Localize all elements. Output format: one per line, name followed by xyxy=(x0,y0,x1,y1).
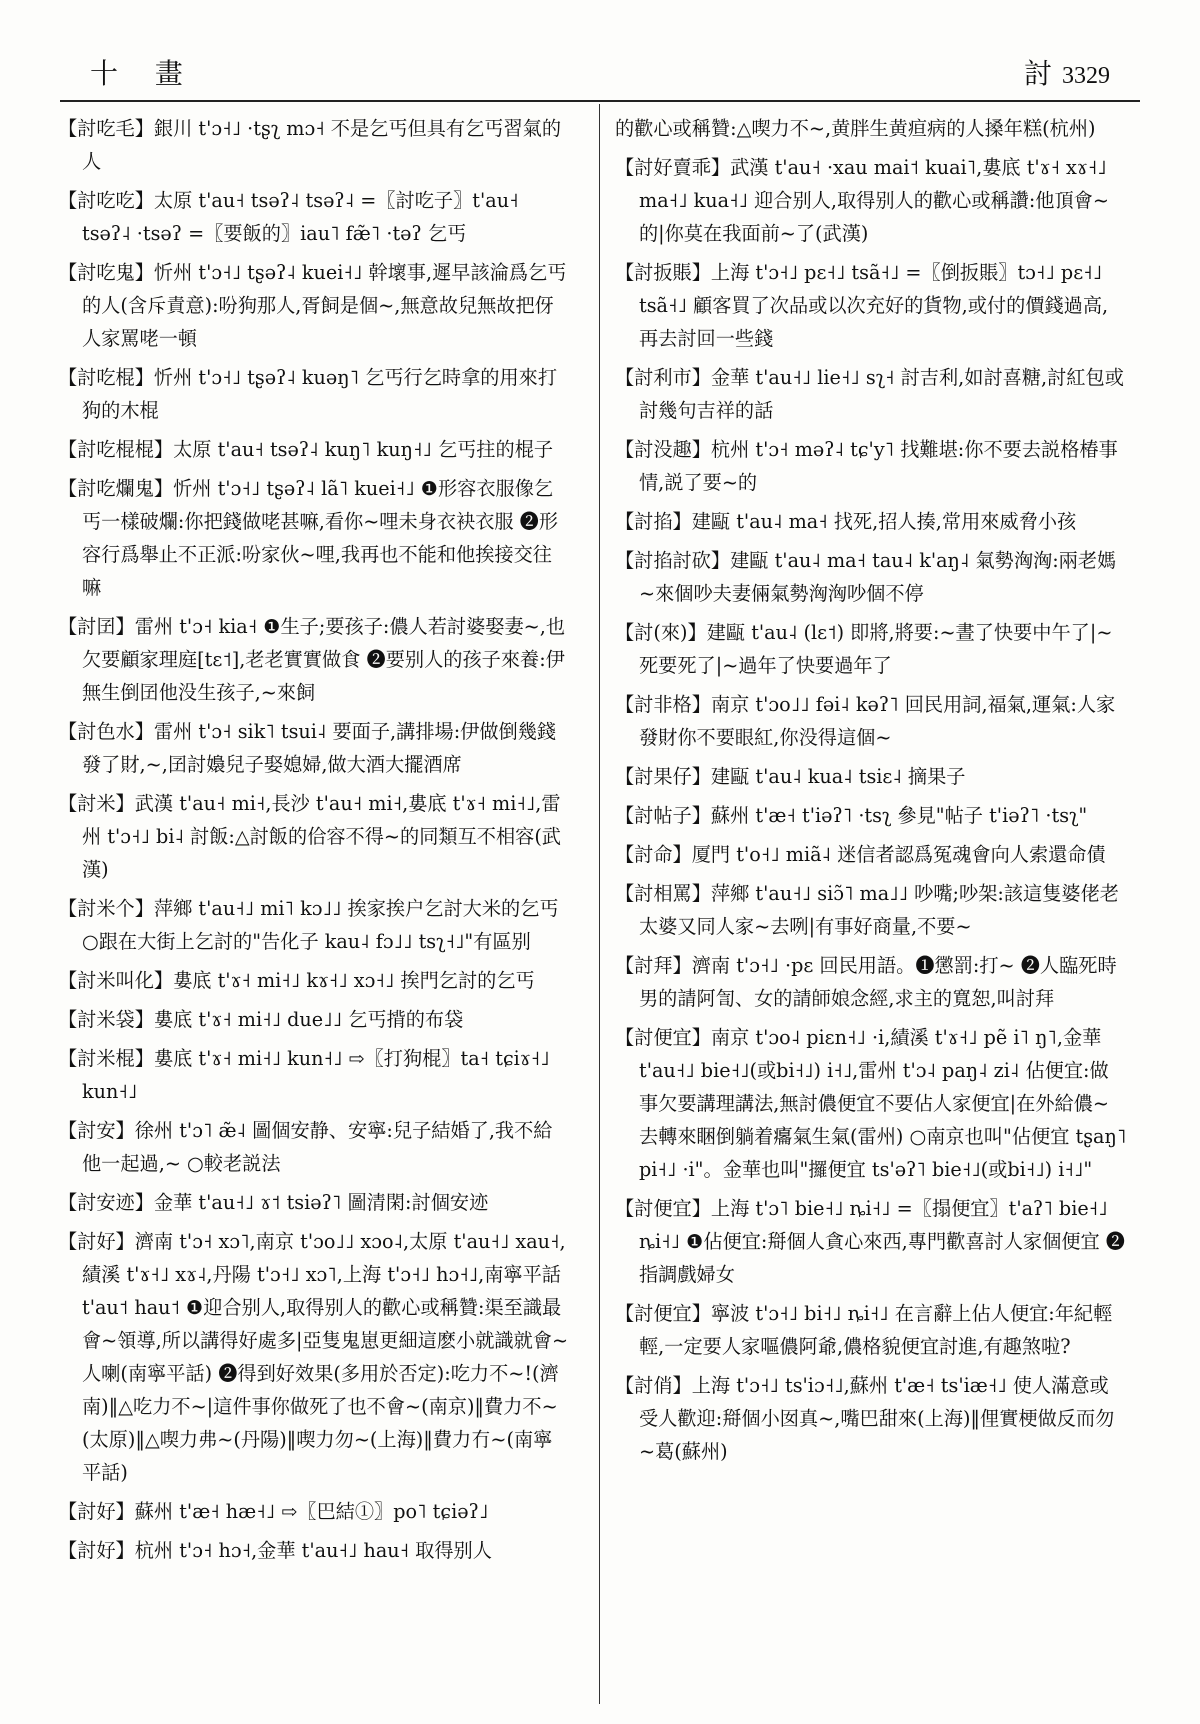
dictionary-entry: 【討吃棍】忻州 t'ɔ˧˩ tʂəʔ˨ kuəŋ˥ 乞丐行乞時拿的用來打狗的木棍 xyxy=(58,366,558,422)
dictionary-entry: 【討吃毛】銀川 t'ɔ˧˩ ·tʂʅ mɔ˧ 不是乞丐但具有乞丐習氣的人 xyxy=(58,117,562,173)
dictionary-entry: 【討(來)】建甌 t'au˨ (lɛ˦) 即將,將要:~晝了快要中午了|~死要死了|~過年了快要過年了 xyxy=(615,621,1113,677)
dictionary-entry: 【討帖子】蘇州 t'æ˧ t'iəʔ˥ ·tsʅ 參見"帖子 t'iəʔ˥ ·tsʅ" xyxy=(615,804,1088,827)
dictionary-entry: 【討拜】濟南 t'ɔ˧˩ ·pɛ 回民用語。❶懲罰:打~ ❷人臨死時男的請阿訇、女的請師娘念經,求主的寬恕,叫討拜 xyxy=(615,954,1117,1010)
dictionary-entry: 【討安迹】金華 t'au˧˩ ɤ˦ tsiəʔ˥ 圖清閑:討個安迹 xyxy=(58,1191,489,1214)
section-title: 十 畫 xyxy=(90,57,197,90)
dictionary-entry: 【討米】武漢 t'au˧ mi˧,長沙 t'au˧ mi˧,婁底 t'ɤ˧ mi˧˩,雷州 t'ɔ˧˩ bi˨ 討飯:△討飯的佮容不得~的同類互不相容(武漢) xyxy=(58,792,561,881)
dictionary-entry: 【討安】徐州 t'ɔ˥ æ̃˨ 圖個安静、安寧:兒子結婚了,我不給他一起過,~ ○較老説法 xyxy=(58,1119,553,1175)
dictionary-entry: 【討米叫化】婁底 t'ɤ˧ mi˧˩ kɤ˧˩ xɔ˧˩ 挨門乞討的乞丐 xyxy=(58,969,535,992)
column-divider xyxy=(599,104,600,1704)
dictionary-entry: 【討利市】金華 t'au˧˩ lie˧˩ sʅ˧ 討吉利,如討喜糖,討紅包或討幾句吉祥的話 xyxy=(615,366,1124,422)
left-column xyxy=(58,112,570,1702)
running-head xyxy=(1024,52,1110,92)
dictionary-entry: 【討相罵】萍鄉 t'au˧˩ siɔ̃˥ ma˩˩ 吵嘴;吵架:該這隻婆佬老太婆又同人家~去咧|有事好商量,不要~ xyxy=(615,882,1119,938)
dictionary-entry: 【討吃棍棍】太原 t'au˧ tsəʔ˨ kuŋ˥ kuŋ˧˩ 乞丐拄的棍子 xyxy=(58,438,554,461)
page-number: 3329 xyxy=(1062,63,1110,89)
dictionary-entry: 【討掐】建甌 t'au˨ ma˧ 找死,招人揍,常用來威脅小孩 xyxy=(615,510,1077,533)
right-column xyxy=(615,112,1127,1702)
dictionary-entry: 【討俏】上海 t'ɔ˧˩ ts'iɔ˧˩,蘇州 t'æ˧ ts'iæ˧˩ 使人滿意或受人歡迎:搿個小囡真~,嘴巴甜來(上海)‖俚實梗做反而勿~葛(蘇州) xyxy=(615,1374,1115,1463)
dictionary-entry: 【討便宜】寧波 t'ɔ˧˩ bi˧˩ ȵi˧˩ 在言辭上佔人便宜:年紀輕輕,一定要人家嘔儂阿爺,儂格貌便宜討進,有趣煞啦? xyxy=(615,1302,1113,1358)
dictionary-entry: 【討米棍】婁底 t'ɤ˧ mi˧˩ kun˧˩ ⇨〖打狗棍〗ta˧ tɕiɤ˧˩ kun˧˩ xyxy=(58,1047,550,1103)
dictionary-entry: 【討吃鬼】忻州 t'ɔ˧˩ tʂəʔ˨ kuei˧˩ 幹壞事,遲早該淪爲乞丐的人(含斥責意):吩狗那人,胥飼是個~,無意故兒無故把伢人家罵咾一頓 xyxy=(58,261,567,350)
dictionary-entry: 【討吃吃】太原 t'au˧ tsəʔ˨ tsəʔ˨ =〖討吃子〗t'au˧ tsəʔ˨ ·tsəʔ =〖要飯的〗iau˥ fæ̃˥ ·təʔ 乞丐 xyxy=(58,189,519,245)
dictionary-entry: 【討掐討砍】建甌 t'au˨ ma˧ tau˨ k'aŋ˨ 氣勢洶洶:兩老媽~來個吵夫妻倆氣勢洶洶吵個不停 xyxy=(615,549,1117,605)
header-rule xyxy=(60,100,1140,102)
dictionary-entry: 【討果仔】建甌 t'au˨ kua˨ tsiɛ˨ 摘果子 xyxy=(615,765,966,788)
dictionary-entry: 【討便宜】上海 t'ɔ˥ bie˧˩ ȵi˧˩ =〖搨便宜〗t'aʔ˥ bie˧˩ ȵi˧˩ ❶佔便宜:搿個人貪心來西,專門歡喜討人家個便宜 ❷指調戲婦女 xyxy=(615,1197,1125,1286)
dictionary-entry: 【討扳賬】上海 t'ɔ˧˩ pɛ˧˩ tsã˧˩ =〖倒扳賬〗tɔ˧˩ pɛ˧˩ tsã˧˩ 顧客買了次品或以次充好的貨物,或付的價錢過高,再去討回一些錢 xyxy=(615,261,1109,350)
dictionary-entry: 【討吃爛鬼】忻州 t'ɔ˧˩ tʂəʔ˨ lã˥ kuei˧˩ ❶形容衣服像乞丐一樣破爛:你把錢做咾甚嘛,看你~哩未身衣袂衣服 ❷形容行爲舉止不正派:吩家伙~哩,我再也不能和他挨接交往嘛 xyxy=(58,477,559,599)
dictionary-entry: 【討米个】萍鄉 t'au˧˩ mi˥ kɔ˩˩ 挨家挨户乞討大米的乞丐 ○跟在大街上乞討的"告化子 kau˨ fɔ˩˩ tsʅ˧˩"有區别 xyxy=(58,897,559,953)
dictionary-entry: 【討色水】雷州 t'ɔ˧ sik˥ tsui˨ 要面子,講排場:伊做倒幾錢發了財,~,囝討嬝兒子娶媳婦,做大酒大擺酒席 xyxy=(58,720,557,776)
dictionary-entry: 的歡心或稱贊:△喫力不~,黄胖生黄疸病的人搡年糕(杭州) xyxy=(615,117,1096,140)
dictionary-entry: 【討米袋】婁底 t'ɤ˧ mi˧˩ due˩˩ 乞丐揹的布袋 xyxy=(58,1008,464,1031)
dictionary-entry: 【討好】杭州 t'ɔ˧ hɔ˧,金華 t'au˧˩ hau˧ 取得别人 xyxy=(58,1539,492,1562)
dictionary-entry: 【討便宜】南京 t'ɔo˨ piɛn˧˩ ·i,績溪 t'ɤ˧˩ pẽ i˥ ŋ˥,金華 t'au˧˩ bie˧˩(或bi˧˩) i˧˩,雷州 t'ɔ˨ paŋ˨ zi˨ 佔便宜:做事欠要講理講法,無討儂便宜不要佔人家便宜|在外給儂~去轉來睏倒躺着癟氣生氣(雷州) ○南京也叫"佔便宜 tʂaŋ˥ pi˧˩ ·i"。金華也叫"攞便宜 ts'əʔ˥ bie˧˩(或bi˧˩) i˧˩" xyxy=(615,1026,1127,1181)
dictionary-entry: 【討非格】南京 t'ɔo˩˩ fəi˨ kəʔ˥ 回民用詞,福氣,運氣:人家發財你不要眼紅,你没得這個~ xyxy=(615,693,1116,749)
dictionary-entry: 【討好】濟南 t'ɔ˧ xɔ˥,南京 t'ɔo˩˩ xɔo˨,太原 t'au˧˩ xau˧,績溪 t'ɤ˧˩ xɤ˨,丹陽 t'ɔ˧˩ xɔ˥,上海 t'ɔ˧˩ hɔ˧˩,南寧平話 t'au˦ hau˦ ❶迎合别人,取得别人的歡心或稱贊:渠至識最會~領導,所以講得好處多|亞隻鬼崽更細這麽小就識就會~人喇(南寧平話) ❷得到好效果(多用於否定):吃力不~!(濟南)‖△吃力不~|這件事你做死了也不會~(南京)‖費力不~(太原)‖△喫力弗~(丹陽)‖喫力勿~(上海)‖費力冇~(南寧平話) xyxy=(58,1230,569,1484)
page-header xyxy=(60,52,1140,96)
dictionary-entry: 【討命】厦門 t'o˧˩ miã˨ 迷信者認爲冤魂會向人索還命債 xyxy=(615,843,1106,866)
dictionary-entry: 【討好】蘇州 t'æ˧ hæ˧˩ ⇨〖巴結①〗po˥ tɕiəʔ˩ xyxy=(58,1500,489,1523)
dictionary-entry: 【討囝】雷州 t'ɔ˧ kia˧ ❶生子;要孩子:儂人若討婆娶妻~,也欠要顧家理庭[tɛ˦],老老實實做食 ❷要别人的孩子來養:伊無生倒囝他没生孩子,~來飼 xyxy=(58,615,566,704)
dictionary-entry: 【討没趣】杭州 t'ɔ˧ məʔ˨ tɕ'y˥ 找難堪:你不要去説格椿事情,説了要~的 xyxy=(615,438,1118,494)
dictionary-entry: 【討好賣乖】武漢 t'au˧ ·xau mai˦ kuai˥,婁底 t'ɤ˧ xɤ˧˩ ma˧˩ kua˧˩ 迎合别人,取得别人的歡心或稱讚:他頂會~的|你莫在我面前~了(武漢) xyxy=(615,156,1109,245)
head-character: 討 xyxy=(1023,57,1052,90)
